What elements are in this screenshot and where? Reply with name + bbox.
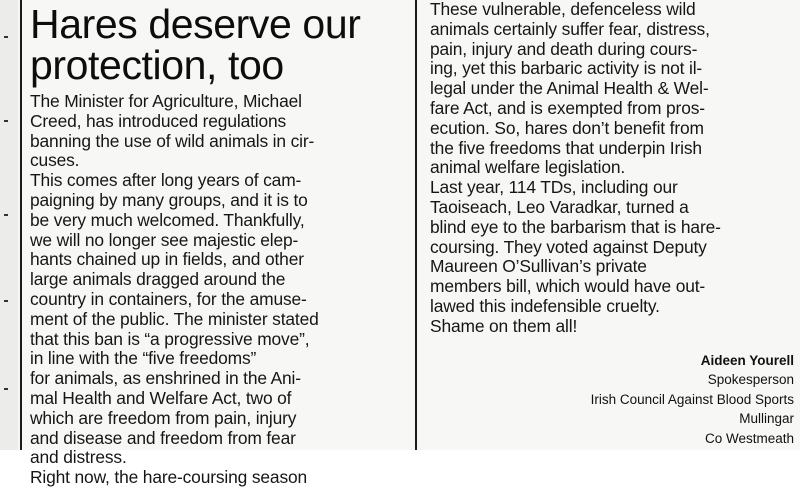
- body-line: fare Act, and is exempted from pros-: [430, 97, 705, 118]
- body-line: for animals, as enshrined in the Ani-: [30, 368, 301, 389]
- body-line: we will no longer see majestic elep-: [30, 229, 299, 250]
- body-line: and disease and freedom from fear: [30, 427, 296, 448]
- body-line: Last year, 114 TDs, including our: [430, 177, 678, 198]
- body-line: that this ban is “a progressive move”,: [30, 328, 310, 349]
- letter-column-left: [30, 0, 408, 488]
- body-line: paigning by many groups, and it is to: [30, 189, 308, 210]
- body-line: pain, injury and death during cours-: [430, 38, 698, 59]
- signature-county: Co Westmeath: [704, 430, 794, 446]
- body-line: These vulnerable, defenceless wild: [430, 0, 696, 19]
- signature-block: [430, 351, 796, 449]
- body-line: animal welfare legislation.: [430, 157, 626, 178]
- gutter-mark: [4, 214, 8, 216]
- body-line: Shame on them all!: [430, 315, 578, 336]
- body-line: legal under the Animal Health & Wel-: [430, 78, 709, 99]
- gutter-mark: [4, 300, 8, 302]
- gutter-mark: [4, 120, 8, 122]
- body-line: hants chained up in fields, and other: [30, 249, 304, 270]
- body-line: ment of the public. The minister stated: [30, 308, 319, 329]
- letter-headline: [30, 0, 408, 86]
- body-line: large animals dragged around the: [30, 269, 286, 290]
- body-line: the five freedoms that underpin Irish: [430, 137, 702, 158]
- body-line: ecution. So, hares don’t benefit from: [430, 117, 704, 138]
- signature-town: Mullingar: [739, 411, 794, 427]
- body-line: coursing. They voted against Deputy: [430, 236, 707, 257]
- body-line: This comes after long years of cam-: [30, 170, 302, 191]
- body-line: lawed this indefensible cruelty.: [430, 295, 660, 316]
- column-rule-middle: [415, 0, 417, 450]
- letter-column-right: [430, 0, 796, 450]
- body-line: country in containers, for the amuse-: [30, 288, 307, 309]
- signature-name: Aideen Yourell: [700, 352, 794, 368]
- body-line: Taoiseach, Leo Varadkar, turned a: [430, 196, 689, 217]
- body-line: Creed, has introduced regulations: [30, 110, 287, 131]
- headline-line: Hares deserve our: [30, 1, 361, 47]
- adjacent-column-edge: [0, 0, 18, 450]
- signature-organisation: Irish Council Against Blood Sports: [590, 391, 794, 407]
- body-line: Maureen O’Sullivan’s private: [430, 256, 647, 277]
- body-line: and distress.: [30, 447, 127, 468]
- gutter-mark: [4, 388, 8, 390]
- body-line: members bill, which would have out-: [430, 276, 706, 297]
- column-rule-left: [20, 0, 22, 450]
- headline-line: protection, too: [30, 42, 284, 88]
- gutter-mark: [4, 36, 8, 38]
- signature-title: Spokesperson: [707, 372, 794, 388]
- body-line: be very much welcomed. Thankfully,: [30, 209, 305, 230]
- body-line: mal Health and Welfare Act, two of: [30, 387, 292, 408]
- body-line: Right now, the hare-coursing season: [30, 467, 308, 488]
- body-line: banning the use of wild animals in cir-: [30, 130, 315, 151]
- body-line: which are freedom from pain, injury: [30, 407, 297, 428]
- body-line: The Minister for Agriculture, Michael: [30, 91, 302, 111]
- body-line: blind eye to the barbarism that is hare-: [430, 216, 721, 237]
- letter-body-left: [30, 92, 408, 488]
- body-line: ing, yet this barbaric activity is not il-: [430, 58, 703, 79]
- body-line: in line with the “five freedoms”: [30, 348, 257, 369]
- letter-body-right: [430, 0, 796, 337]
- body-line: cuses.: [30, 150, 80, 171]
- body-line: animals certainly suffer fear, distress,: [430, 18, 710, 39]
